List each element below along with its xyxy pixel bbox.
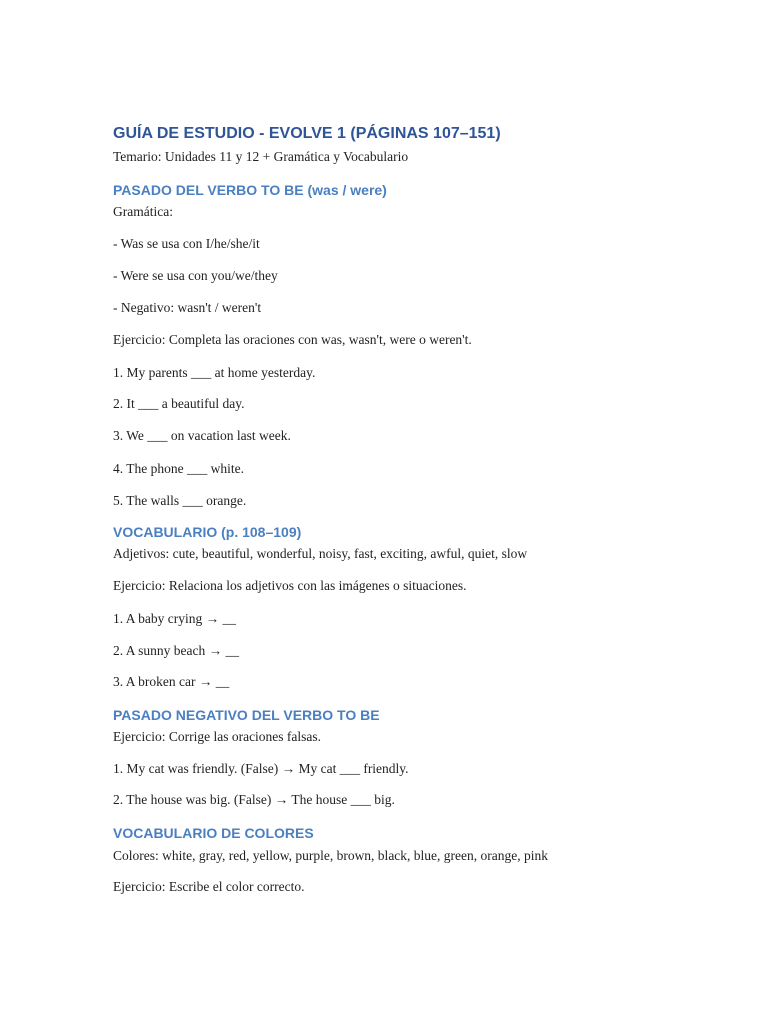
- exercise-item: 2. A sunny beach → __: [113, 643, 239, 658]
- exercise-item: 2. The house was big. (False) → The house ___ big.: [113, 792, 395, 807]
- exercise-item: 3. A broken car → __: [113, 674, 230, 689]
- document-subtitle: Temario: Unidades 11 y 12 + Gramática y Vocabulario: [113, 149, 409, 164]
- exercise-item: 1. My cat was friendly. (False) → My cat ___ friendly.: [113, 761, 409, 776]
- exercise-item: 1. A baby crying → __: [113, 611, 236, 626]
- colors-list: Colores: white, gray, red, yellow, purple, brown, black, blue, green, orange, pink: [113, 848, 548, 863]
- exercise-item: 5. The walls ___ orange.: [113, 493, 247, 508]
- section-heading-past-to-be: PASADO DEL VERBO TO BE (was / were): [113, 182, 387, 198]
- exercise-instruction: Ejercicio: Relaciona los adjetivos con las imágenes o situaciones.: [113, 578, 467, 593]
- exercise-item: 3. We ___ on vacation last week.: [113, 428, 291, 443]
- grammar-rule-negative: - Negativo: wasn't / weren't: [113, 300, 262, 315]
- section-heading-past-negative: PASADO NEGATIVO DEL VERBO TO BE: [113, 707, 380, 723]
- exercise-instruction: Ejercicio: Completa las oraciones con was, wasn't, were o weren't.: [113, 332, 472, 347]
- study-guide-page: [113, 124, 713, 896]
- section-heading-vocabulary: VOCABULARIO (p. 108–109): [113, 524, 302, 540]
- adjectives-list: Adjetivos: cute, beautiful, wonderful, noisy, fast, exciting, awful, quiet, slow: [113, 546, 528, 561]
- exercise-item: 2. It ___ a beautiful day.: [113, 396, 245, 411]
- grammar-rule-was: - Was se usa con I/he/she/it: [113, 236, 260, 251]
- exercise-instruction: Ejercicio: Escribe el color correcto.: [113, 879, 305, 894]
- grammar-label: Gramática:: [113, 204, 173, 219]
- section-heading-colors: VOCABULARIO DE COLORES: [113, 825, 314, 841]
- exercise-item: 1. My parents ___ at home yesterday.: [113, 365, 316, 380]
- exercise-instruction: Ejercicio: Corrige las oraciones falsas.: [113, 729, 322, 744]
- grammar-rule-were: - Were se usa con you/we/they: [113, 268, 278, 283]
- document-title: GUÍA DE ESTUDIO - EVOLVE 1 (PÁGINAS 107–151): [113, 125, 501, 142]
- exercise-item: 4. The phone ___ white.: [113, 461, 244, 476]
